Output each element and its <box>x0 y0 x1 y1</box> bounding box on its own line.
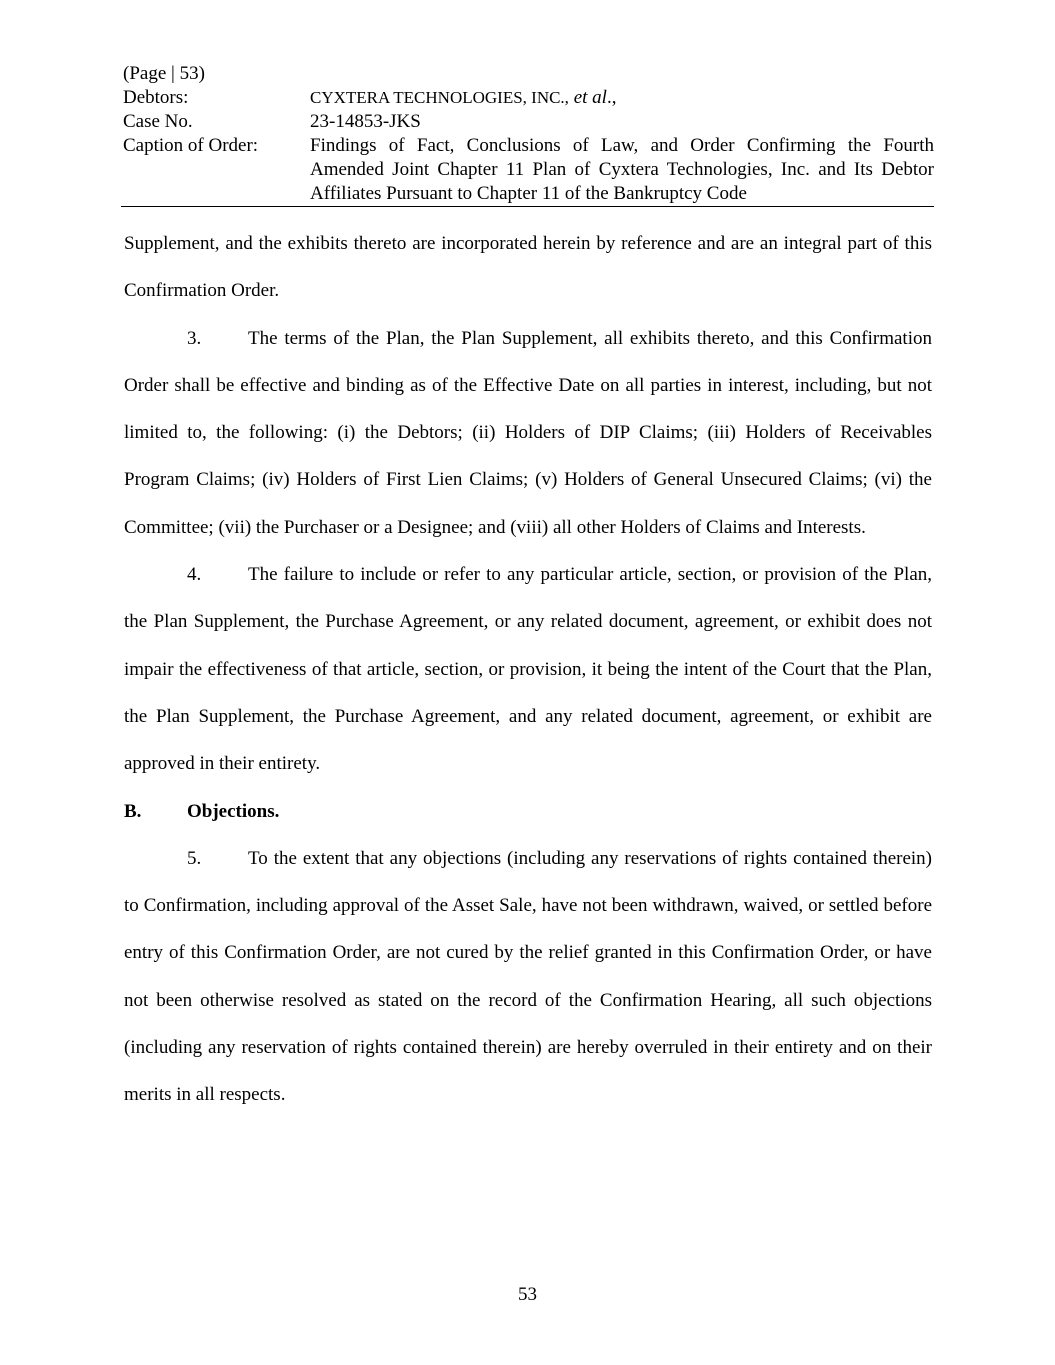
debtors-row <box>123 86 934 110</box>
case-number-row <box>123 110 934 134</box>
caption-value: Findings of Fact, Conclusions of Law, and Order Confirming the Fourth Amended Joint Chapter 11 Plan of Cyxtera Technologies, Inc. and Its Debtor Affiliates Pursuant to Chapter 11 of the Bankruptcy Code <box>310 135 934 204</box>
page-header <box>123 62 934 206</box>
debtors-name: CYXTERA TECHNOLOGIES, INC., <box>310 88 569 107</box>
caption-row <box>123 134 934 206</box>
paragraph-text: To the extent that any objections (including any reservations of rights contained therein) to Confirmation, including approval of the Asset Sale, have not been withdrawn, waived, or settled before entry of this Confirmation Order, are not cured by the relief granted in this Confirmation Order, or have not been otherwise resolved as stated on the record of the Confirmation Hearing, all such objections (including any reservation of rights contained therein) are hereby overruled in their entirety and on their merits in all respects. <box>124 847 932 1106</box>
paragraph-4 <box>124 551 932 787</box>
paragraph-number: 5. <box>187 847 202 869</box>
debtors-label: Debtors: <box>123 87 189 108</box>
debtors-et-al: et al <box>573 87 607 108</box>
continuation-paragraph: Supplement, and the exhibits thereto are incorporated herein by reference and are an integral part of this Confirmation Order. <box>124 233 932 302</box>
page-reference-row <box>123 62 934 86</box>
paragraph-text: The failure to include or refer to any particular article, section, or provision of the Plan, the Plan Supplement, the Purchase Agreement, or any related document, agreement, or exhibit does not impair the effectiveness of that article, section, or provision, it being the intent of the Court that the Plan, the Plan Supplement, the Purchase Agreement, and any related document, agreement, or exhibit are approved in their entirety. <box>124 564 932 775</box>
paragraph-5 <box>124 835 932 1119</box>
debtors-trail: ., <box>606 87 617 108</box>
page-number: 53 <box>518 1284 537 1305</box>
paragraph-3 <box>124 315 932 551</box>
header-divider <box>121 206 934 207</box>
case-number-value: 23-14853-JKS <box>310 111 421 132</box>
paragraph-number: 3. <box>187 327 202 349</box>
case-number-label: Case No. <box>123 111 193 132</box>
paragraph-number: 4. <box>187 564 202 586</box>
section-label: B. <box>124 800 142 822</box>
caption-label: Caption of Order: <box>123 135 259 156</box>
debtors-value <box>310 86 934 110</box>
section-title: Objections. <box>187 800 280 822</box>
page-reference: (Page | 53) <box>123 63 205 84</box>
section-heading-b <box>124 788 932 835</box>
paragraph-text: The terms of the Plan, the Plan Supplement, all exhibits thereto, and this Confirmation Order shall be effective and binding as of the Effective Date on all parties in interest, including, but not limited to, the following: (i) the Debtors; (ii) Holders of DIP Claims; (iii) Holders of Receivables Program Claims; (iv) Holders of First Lien Claims; (v) Holders of General Unsecured Claims; (vi) the Committee; (vii) the Purchaser or a Designee; and (viii) all other Holders of Claims and Interests. <box>124 327 932 538</box>
document-body <box>124 220 932 1119</box>
